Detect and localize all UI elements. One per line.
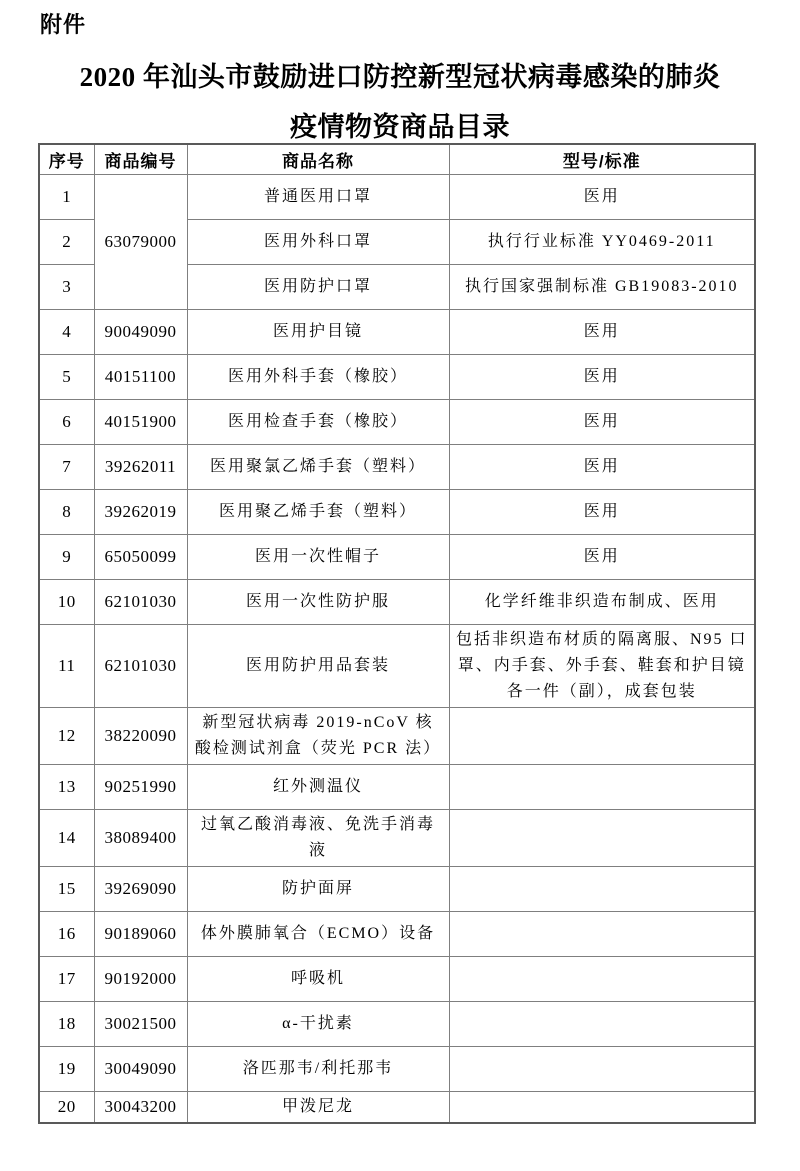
standard-cell: 医用 (449, 310, 755, 355)
standard-cell (449, 957, 755, 1002)
code-cell: 90192000 (94, 957, 187, 1002)
table-row (39, 490, 755, 535)
code-cell: 63079000 (94, 175, 187, 310)
document-title-line2: 疫情物资商品目录 (290, 112, 510, 142)
standard-cell: 医用 (449, 175, 755, 220)
standard-cell (449, 765, 755, 810)
table-row (39, 535, 755, 580)
commodity-table (38, 143, 756, 1124)
serial-cell: 16 (39, 912, 94, 957)
table-row (39, 1092, 755, 1124)
serial-cell: 6 (39, 400, 94, 445)
serial-cell: 18 (39, 1002, 94, 1047)
name-cell: 普通医用口罩 (187, 175, 449, 220)
standard-cell: 医用 (449, 535, 755, 580)
standard-cell: 执行国家强制标准 GB19083-2010 (449, 265, 755, 310)
code-cell: 39262019 (94, 490, 187, 535)
table-header-row (39, 144, 755, 175)
code-cell: 38220090 (94, 708, 187, 765)
standard-cell (449, 912, 755, 957)
code-cell: 30043200 (94, 1092, 187, 1124)
name-cell: 医用聚氯乙烯手套（塑料） (187, 445, 449, 490)
name-cell: 新型冠状病毒 2019-nCoV 核酸检测试剂盒（荧光 PCR 法） (187, 708, 449, 765)
serial-cell: 9 (39, 535, 94, 580)
serial-cell: 1 (39, 175, 94, 220)
name-cell: 医用检查手套（橡胶） (187, 400, 449, 445)
table-row (39, 445, 755, 490)
document-title (0, 0, 800, 152)
serial-cell: 8 (39, 490, 94, 535)
name-cell: α-干扰素 (187, 1002, 449, 1047)
table-body (39, 175, 755, 1124)
code-cell: 38089400 (94, 810, 187, 867)
table-row (39, 867, 755, 912)
header-serial: 序号 (39, 144, 94, 175)
serial-cell: 7 (39, 445, 94, 490)
code-cell: 90251990 (94, 765, 187, 810)
name-cell: 防护面屏 (187, 867, 449, 912)
code-cell: 62101030 (94, 580, 187, 625)
header-name: 商品名称 (187, 144, 449, 175)
name-cell: 医用防护口罩 (187, 265, 449, 310)
serial-cell: 3 (39, 265, 94, 310)
table-row (39, 580, 755, 625)
code-cell: 39262011 (94, 445, 187, 490)
code-cell: 65050099 (94, 535, 187, 580)
name-cell: 医用一次性防护服 (187, 580, 449, 625)
table-row (39, 765, 755, 810)
standard-cell (449, 1002, 755, 1047)
name-cell: 医用聚乙烯手套（塑料） (187, 490, 449, 535)
serial-cell: 20 (39, 1092, 94, 1124)
name-cell: 医用外科手套（橡胶） (187, 355, 449, 400)
serial-cell: 10 (39, 580, 94, 625)
name-cell: 洛匹那韦/利托那韦 (187, 1047, 449, 1092)
table-row (39, 625, 755, 708)
table-row (39, 708, 755, 765)
attachment-label: 附件 (40, 12, 87, 37)
serial-cell: 12 (39, 708, 94, 765)
table-row (39, 1002, 755, 1047)
name-cell: 医用外科口罩 (187, 220, 449, 265)
standard-cell: 医用 (449, 490, 755, 535)
serial-cell: 5 (39, 355, 94, 400)
serial-cell: 2 (39, 220, 94, 265)
table-row (39, 175, 755, 220)
serial-cell: 19 (39, 1047, 94, 1092)
standard-cell (449, 810, 755, 867)
serial-cell: 14 (39, 810, 94, 867)
table-row (39, 957, 755, 1002)
header-code: 商品编号 (94, 144, 187, 175)
name-cell: 体外膜肺氧合（ECMO）设备 (187, 912, 449, 957)
code-cell: 30021500 (94, 1002, 187, 1047)
name-cell: 医用一次性帽子 (187, 535, 449, 580)
standard-cell: 执行行业标准 YY0469-2011 (449, 220, 755, 265)
serial-cell: 13 (39, 765, 94, 810)
table-row (39, 310, 755, 355)
name-cell: 甲泼尼龙 (187, 1092, 449, 1124)
table-row (39, 912, 755, 957)
serial-cell: 11 (39, 625, 94, 708)
standard-cell: 包括非织造布材质的隔离服、N95 口罩、内手套、外手套、鞋套和护目镜各一件（副），成套包装 (449, 625, 755, 708)
code-cell: 90189060 (94, 912, 187, 957)
serial-cell: 17 (39, 957, 94, 1002)
standard-cell (449, 1047, 755, 1092)
serial-cell: 15 (39, 867, 94, 912)
name-cell: 呼吸机 (187, 957, 449, 1002)
table-row (39, 400, 755, 445)
code-cell: 40151900 (94, 400, 187, 445)
standard-cell (449, 867, 755, 912)
table-row (39, 355, 755, 400)
table-row (39, 810, 755, 867)
serial-cell: 4 (39, 310, 94, 355)
code-cell: 40151100 (94, 355, 187, 400)
document-title-line1: 2020 年汕头市鼓励进口防控新型冠状病毒感染的肺炎 (79, 62, 721, 92)
code-cell: 62101030 (94, 625, 187, 708)
name-cell: 医用防护用品套装 (187, 625, 449, 708)
standard-cell: 化学纤维非织造布制成、医用 (449, 580, 755, 625)
header-standard: 型号/标准 (449, 144, 755, 175)
name-cell: 医用护目镜 (187, 310, 449, 355)
name-cell: 过氧乙酸消毒液、免洗手消毒液 (187, 810, 449, 867)
code-cell: 30049090 (94, 1047, 187, 1092)
commodity-table-container (38, 143, 754, 1124)
code-cell: 90049090 (94, 310, 187, 355)
name-cell: 红外测温仪 (187, 765, 449, 810)
standard-cell: 医用 (449, 400, 755, 445)
code-cell: 39269090 (94, 867, 187, 912)
standard-cell: 医用 (449, 445, 755, 490)
standard-cell (449, 708, 755, 765)
standard-cell (449, 1092, 755, 1124)
table-row (39, 1047, 755, 1092)
standard-cell: 医用 (449, 355, 755, 400)
